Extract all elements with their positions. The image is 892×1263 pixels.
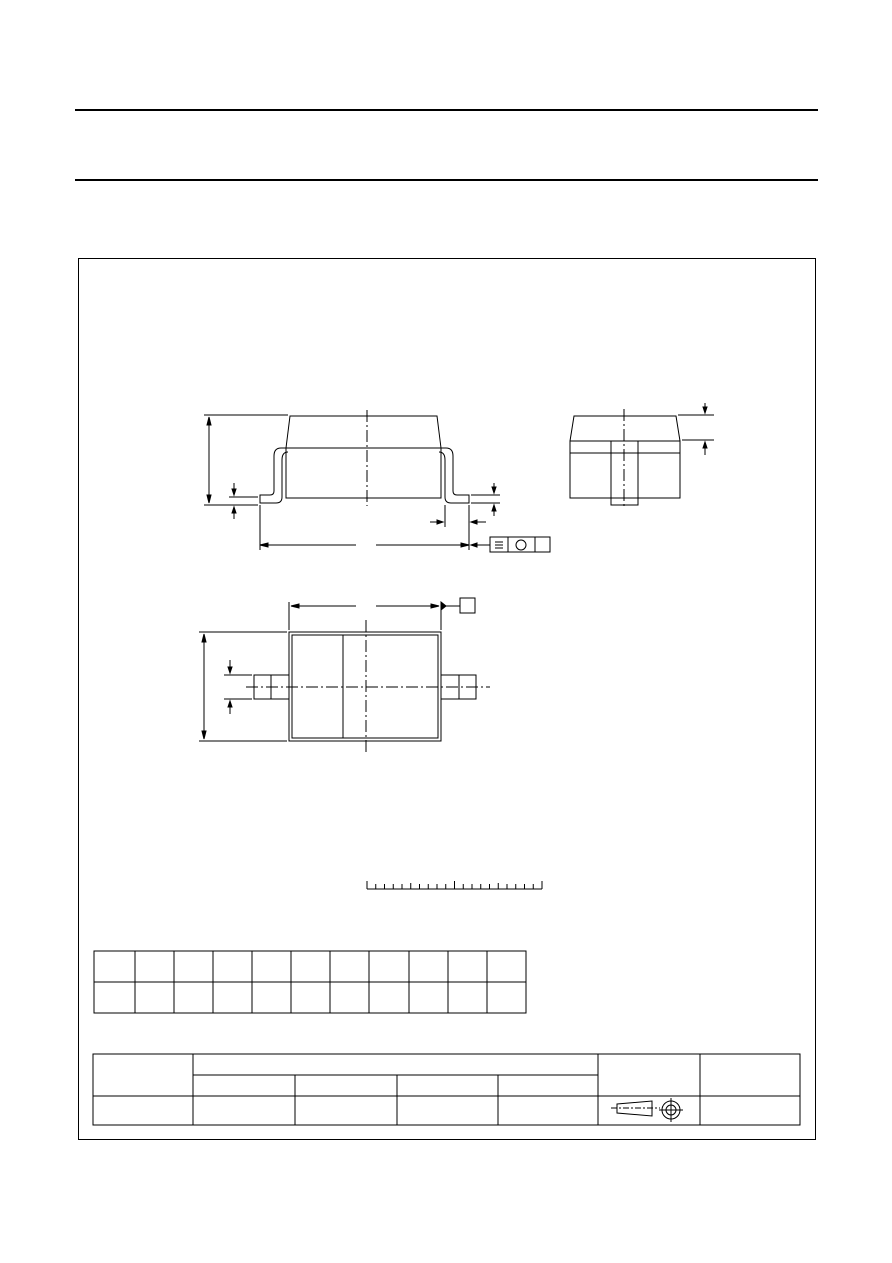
front-view-right-thickness-arrow-bottom [492, 505, 496, 511]
side-view-dim-arrow-bottom [703, 442, 707, 448]
front-view-right-lead [439, 448, 469, 503]
side-view-body-top [570, 416, 680, 441]
front-view-height-arrow-bottom [207, 495, 211, 503]
dimension-table [94, 951, 526, 1013]
front-view-length-arrow-left [260, 543, 268, 547]
front-view-length-arrow-right [461, 543, 469, 547]
front-view-left-lead [260, 448, 288, 503]
top-view-width-arrow-right [431, 604, 439, 608]
front-view-lead-thickness-arrow-bottom [232, 507, 236, 513]
title-block [93, 1054, 800, 1125]
front-view-height-arrow-top [207, 417, 211, 425]
tolerance-leader-arrow [471, 543, 477, 547]
projection-cone [617, 1101, 652, 1116]
side-view [570, 403, 714, 508]
front-view-foot-arrow-right [471, 520, 477, 524]
front-view-right-thickness-arrow-top [492, 487, 496, 493]
front-view-lead-thickness-arrow-top [232, 489, 236, 495]
side-view-body [570, 441, 680, 498]
top-view-width-arrow-left [291, 604, 299, 608]
top-view-height-arrow-bottom [202, 731, 206, 739]
title-block-border [93, 1054, 800, 1125]
datum-box [460, 598, 475, 613]
front-view-body [286, 448, 441, 498]
top-view-height-arrow-top [202, 634, 206, 642]
top-view [199, 598, 490, 752]
first-angle-projection-icon [611, 1098, 683, 1122]
top-view-lead-width-arrow-top [228, 667, 232, 673]
scale-bar [367, 881, 542, 889]
front-view-foot-arrow-left [437, 520, 443, 524]
side-view-dim-arrow-top [703, 407, 707, 413]
datum-triangle-icon [441, 602, 446, 610]
position-circle-icon [516, 540, 526, 550]
front-view-body-top [286, 416, 441, 448]
front-view [204, 410, 550, 552]
top-view-lead-width-arrow-bottom [228, 701, 232, 707]
